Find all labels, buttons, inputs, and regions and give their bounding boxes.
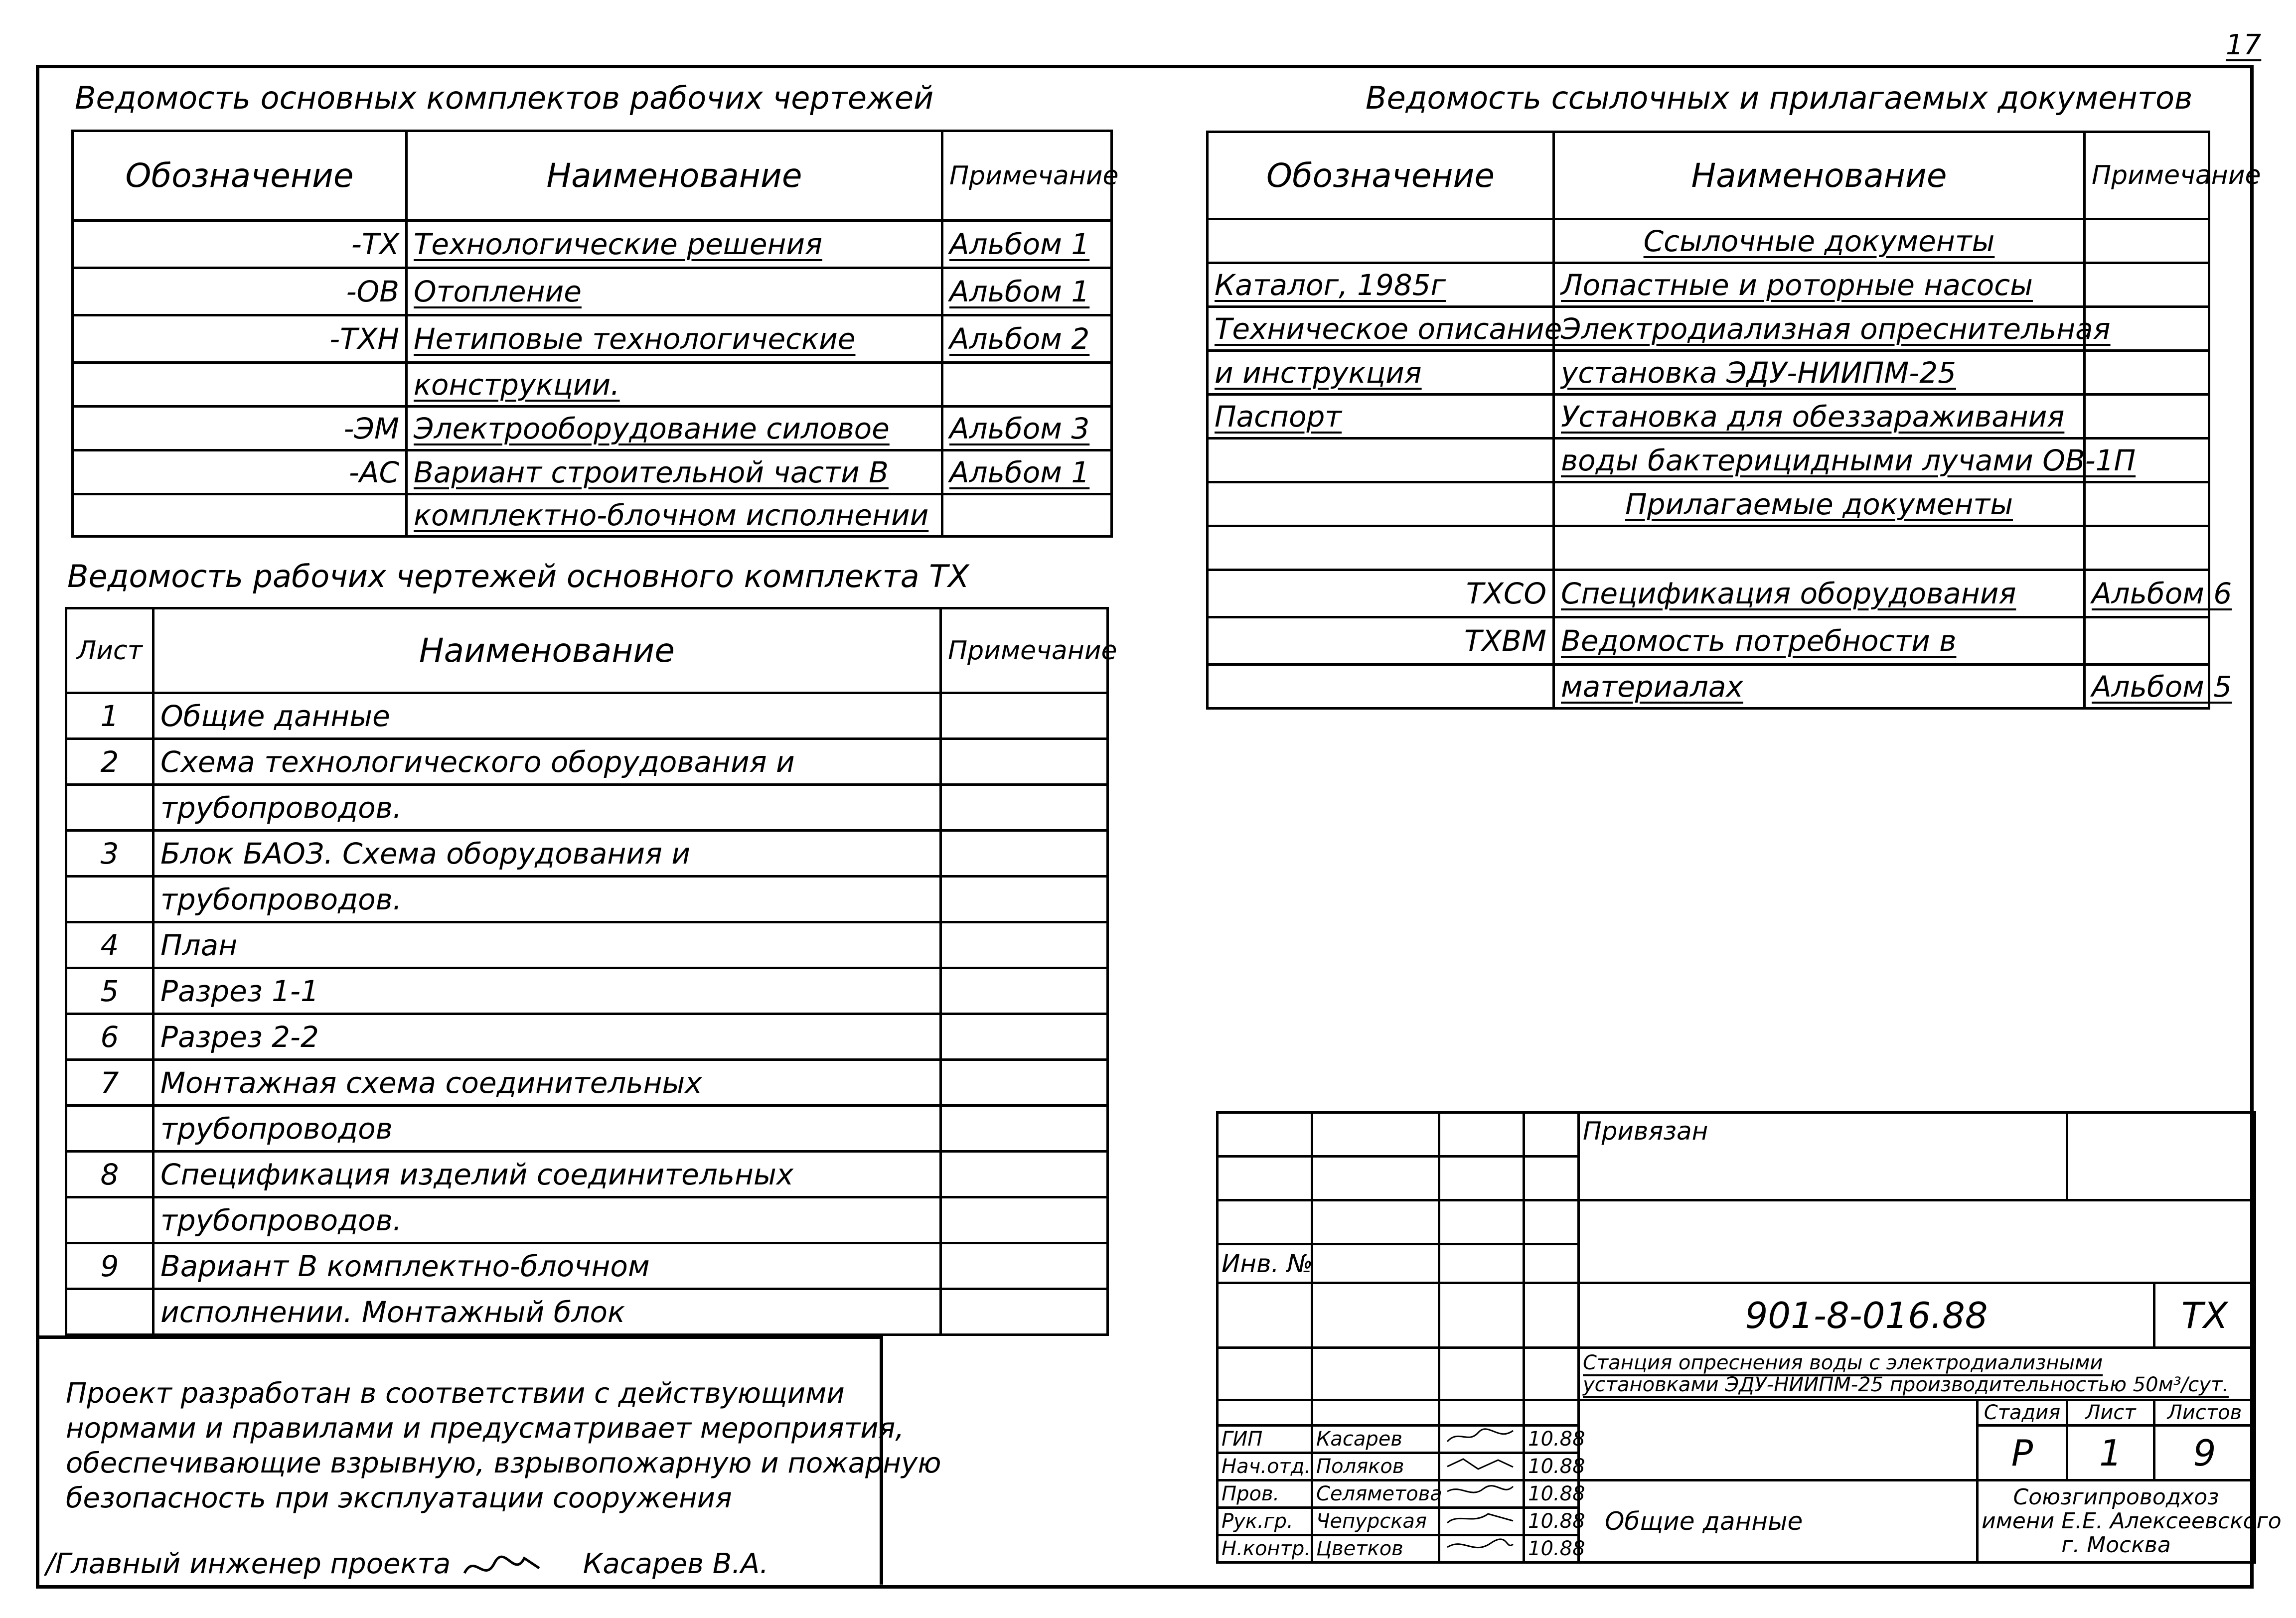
table-row: [66, 1106, 1108, 1152]
sheet-note: [941, 1014, 1108, 1060]
org-line-1: Союзгипроводхоз: [2013, 1484, 2219, 1510]
signer-role: Пров.: [1218, 1480, 1312, 1508]
doc-name: Установка для обеззараживания: [1554, 395, 2085, 439]
main-sets-table: [71, 130, 1119, 538]
sheet-note: [941, 1060, 1108, 1106]
signer-role: Н.контр.: [1218, 1535, 1312, 1563]
set-code: -ОВ: [73, 268, 407, 315]
table-row: [66, 922, 1108, 968]
set-note: Альбом 1: [942, 268, 1112, 315]
signature-icon: [1443, 1536, 1518, 1556]
set-name: Технологические решения: [407, 221, 942, 268]
doc-mark: ТХ: [2154, 1283, 2255, 1348]
set-note: Альбом 1: [942, 450, 1112, 494]
table-row: [66, 1152, 1108, 1197]
sheet-note: [941, 922, 1108, 968]
sheet-note: [941, 968, 1108, 1014]
doc-note: [2085, 617, 2209, 665]
table-row: [73, 363, 1112, 407]
table-row: [66, 831, 1108, 877]
page-number: 17: [2226, 29, 2262, 61]
signer-signature: [1439, 1453, 1524, 1480]
note-line: безопасность при эксплуатации сооружения: [66, 1482, 732, 1514]
sheet-note: [941, 1106, 1108, 1152]
doc-code: Паспорт: [1208, 395, 1554, 439]
sheet-number: [66, 1289, 153, 1335]
signer-date: 10.88: [1524, 1453, 1579, 1480]
table-row: [66, 1243, 1108, 1289]
sheet-number: [66, 785, 153, 831]
set-code: -ТХ: [73, 221, 407, 268]
doc-code: [1208, 665, 1554, 709]
sheet-name: Вариант В комплектно-блочном: [153, 1243, 941, 1289]
doc-name: Ссылочные документы: [1554, 219, 2085, 263]
doc-name: [1554, 526, 2085, 570]
table-row: [1208, 307, 2209, 351]
header-name: Наименование: [153, 608, 941, 693]
sheet-note: [941, 739, 1108, 785]
bound-label: Привязан: [1579, 1113, 2067, 1200]
main-sets-title: Ведомость основных комплектов рабочих чертежей: [75, 80, 934, 116]
doc-name: Электродиализная опреснительная: [1554, 307, 2085, 351]
table-row: [66, 1289, 1108, 1335]
signer-date: 10.88: [1524, 1426, 1579, 1453]
signer-date: 10.88: [1524, 1535, 1579, 1563]
table-row: [1208, 617, 2209, 665]
sheet-number: 4: [66, 922, 153, 968]
header-note: Примечание: [941, 608, 1108, 693]
sheet-number: [66, 1197, 153, 1243]
doc-code: [1208, 482, 1554, 526]
signer-signature: [1439, 1426, 1524, 1453]
table-row: [73, 221, 1112, 268]
signer-name: Цветков: [1312, 1535, 1439, 1563]
doc-code: Техническое описание: [1208, 307, 1554, 351]
sheet-label: Лист: [2067, 1400, 2154, 1426]
set-name: конструкции.: [407, 363, 942, 407]
chief-engineer-line: /Главный инженер проекта Касарев В.А.: [46, 1543, 768, 1588]
sheet-name: Общие данные: [153, 693, 941, 739]
signer-signature: [1439, 1508, 1524, 1535]
stage-label: Стадия: [1978, 1400, 2067, 1426]
set-code: -ЭМ: [73, 407, 407, 450]
sheet-note: [941, 1243, 1108, 1289]
table-row: [66, 1014, 1108, 1060]
sheet-name: Разрез 1-1: [153, 968, 941, 1014]
working-drawings-table: [65, 607, 1117, 1336]
table-row: [66, 1197, 1108, 1243]
signature-icon: [1443, 1509, 1518, 1529]
table-row: [73, 494, 1112, 537]
signature-icon: [1443, 1481, 1518, 1501]
header-designation: Обозначение: [73, 131, 407, 221]
sheet-note: [941, 1289, 1108, 1335]
table-row: [1208, 665, 2209, 709]
table-row: [73, 450, 1112, 494]
table-row: [1208, 219, 2209, 263]
signer-role: Рук.гр.: [1218, 1508, 1312, 1535]
set-code: -ТХН: [73, 315, 407, 363]
org-line-2: имени Е.Е. Алексеевского: [1982, 1508, 2282, 1534]
sheet-name: трубопроводов.: [153, 785, 941, 831]
doc-note: [2085, 351, 2209, 395]
table-row: [1208, 351, 2209, 395]
header-sheet: Лист: [66, 608, 153, 693]
sheet-number: 3: [66, 831, 153, 877]
safety-note-text: [66, 1376, 941, 1516]
sheet-name: Блок БАОЗ. Схема оборудования и: [153, 831, 941, 877]
set-name: Вариант строительной части В: [407, 450, 942, 494]
sheet-name: трубопроводов.: [153, 1197, 941, 1243]
table-row: [66, 968, 1108, 1014]
sheet-number: [66, 877, 153, 922]
working-drawings-title: Ведомость рабочих чертежей основного комплекта ТХ: [67, 558, 969, 594]
table-row: [1208, 526, 2209, 570]
signature-icon: [1443, 1427, 1518, 1447]
sheet-number: [66, 1106, 153, 1152]
sheet-name: Монтажная схема соединительных: [153, 1060, 941, 1106]
signer-role: Нач.отд.: [1218, 1453, 1312, 1480]
signature-icon: [1443, 1454, 1518, 1474]
project-line-2: установками ЭДУ-НИИПМ-25 производительностью 50м³/сут.: [1583, 1373, 2229, 1396]
sheet-number: 7: [66, 1060, 153, 1106]
stage-value: Р: [1978, 1426, 2067, 1480]
sheets-value: 9: [2154, 1426, 2255, 1480]
sheet-note: [941, 1197, 1108, 1243]
header-name: Наименование: [1554, 132, 2085, 219]
set-note: Альбом 2: [942, 315, 1112, 363]
sheet-note: [941, 877, 1108, 922]
table-row: [73, 315, 1112, 363]
sheet-number: 8: [66, 1152, 153, 1197]
set-note: Альбом 3: [942, 407, 1112, 450]
signature-icon: [459, 1543, 544, 1588]
table-row: [66, 739, 1108, 785]
sheet-number: 1: [66, 693, 153, 739]
sheet-note: [941, 831, 1108, 877]
signer-signature: [1439, 1480, 1524, 1508]
note-line: обеспечивающие взрывную, взрывопожарную и пожарную: [66, 1447, 941, 1479]
sheet-name: План: [153, 922, 941, 968]
sheet-name: исполнении. Монтажный блок: [153, 1289, 941, 1335]
inv-label: Инв. №: [1218, 1244, 1312, 1283]
doc-note: [2085, 482, 2209, 526]
doc-name: материалах: [1554, 665, 2085, 709]
sheets-label: Листов: [2154, 1400, 2255, 1426]
doc-note: [2085, 395, 2209, 439]
signer-date: 10.88: [1524, 1508, 1579, 1535]
set-name: Электрооборудование силовое: [407, 407, 942, 450]
signer-role: ГИП: [1218, 1426, 1312, 1453]
doc-name: установка ЭДУ-НИИПМ-25: [1554, 351, 2085, 395]
doc-code: [1208, 439, 1554, 482]
sheet-note: [941, 785, 1108, 831]
doc-name: воды бактерицидными лучами ОВ-1П: [1554, 439, 2085, 482]
doc-code: Каталог, 1985г: [1208, 263, 1554, 307]
sheet-name: Разрез 2-2: [153, 1014, 941, 1060]
title-block: [1216, 1111, 2282, 1564]
set-note: Альбом 1: [942, 221, 1112, 268]
note-line: нормами и правилами и предусматривает мероприятия,: [66, 1412, 905, 1445]
table-row: [1208, 395, 2209, 439]
table-row: [66, 1060, 1108, 1106]
doc-name: Ведомость потребности в: [1554, 617, 2085, 665]
doc-note: [2085, 263, 2209, 307]
doc-name: Лопастные и роторные насосы: [1554, 263, 2085, 307]
header-note: Примечание: [942, 131, 1112, 221]
doc-name: Спецификация оборудования: [1554, 570, 2085, 617]
set-name: Отопление: [407, 268, 942, 315]
sheet-name: Схема технологического оборудования и: [153, 739, 941, 785]
header-name: Наименование: [407, 131, 942, 221]
table-row: [66, 693, 1108, 739]
set-name: комплектно-блочном исполнении: [407, 494, 942, 537]
project-line-1: Станция опреснения воды с электродиализными: [1583, 1351, 2103, 1374]
signer-date: 10.88: [1524, 1480, 1579, 1508]
sheet-note: [941, 1152, 1108, 1197]
sheet-number: 5: [66, 968, 153, 1014]
set-code: [73, 494, 407, 537]
signer-signature: [1439, 1535, 1524, 1563]
sheet-number: 2: [66, 739, 153, 785]
sheet-name: трубопроводов.: [153, 877, 941, 922]
header-designation: Обозначение: [1208, 132, 1554, 219]
chief-engineer-label: Главный инженер проекта: [55, 1548, 451, 1581]
sheet-value: 1: [2067, 1426, 2154, 1480]
doc-code: и инструкция: [1208, 351, 1554, 395]
set-name: Нетиповые технологические: [407, 315, 942, 363]
set-code: -АС: [73, 450, 407, 494]
table-row: [73, 407, 1112, 450]
table-row: [1208, 570, 2209, 617]
reference-docs-title: Ведомость ссылочных и прилагаемых документов: [1366, 80, 2193, 116]
set-note: [942, 494, 1112, 537]
signer-name: Селяметова: [1312, 1480, 1439, 1508]
sheet-title: Общие данные: [1579, 1480, 1978, 1563]
signer-name: Касарев: [1312, 1426, 1439, 1453]
doc-name: Прилагаемые документы: [1554, 482, 2085, 526]
doc-code: ТХСО: [1208, 570, 1554, 617]
chief-engineer-name: Касарев В.А.: [583, 1548, 769, 1581]
table-row: [66, 785, 1108, 831]
doc-note: [2085, 526, 2209, 570]
table-row: [73, 268, 1112, 315]
header-note: Примечание: [2085, 132, 2209, 219]
doc-note: [2085, 219, 2209, 263]
org-line-3: г. Москва: [2061, 1532, 2171, 1558]
set-code: [73, 363, 407, 407]
signer-name: Поляков: [1312, 1453, 1439, 1480]
doc-code: ТХВМ: [1208, 617, 1554, 665]
sheet-name: трубопроводов: [153, 1106, 941, 1152]
table-row: [1208, 439, 2209, 482]
sheet-number: 6: [66, 1014, 153, 1060]
doc-code: 901-8-016.88: [1579, 1283, 2154, 1348]
table-row: [1208, 263, 2209, 307]
reference-docs-table: [1206, 131, 2261, 710]
signer-name: Чепурская: [1312, 1508, 1439, 1535]
sheet-number: 9: [66, 1243, 153, 1289]
doc-code: [1208, 526, 1554, 570]
safety-note-block: [36, 1335, 941, 1585]
sheet-note: [941, 693, 1108, 739]
table-row: [1208, 482, 2209, 526]
sheet-name: Спецификация изделий соединительных: [153, 1152, 941, 1197]
set-note: [942, 363, 1112, 407]
doc-code: [1208, 219, 1554, 263]
doc-note: Альбом 5: [2085, 665, 2209, 709]
note-line: Проект разработан в соответствии с действующими: [66, 1377, 845, 1410]
doc-note: Альбом 6: [2085, 570, 2209, 617]
table-row: [66, 877, 1108, 922]
